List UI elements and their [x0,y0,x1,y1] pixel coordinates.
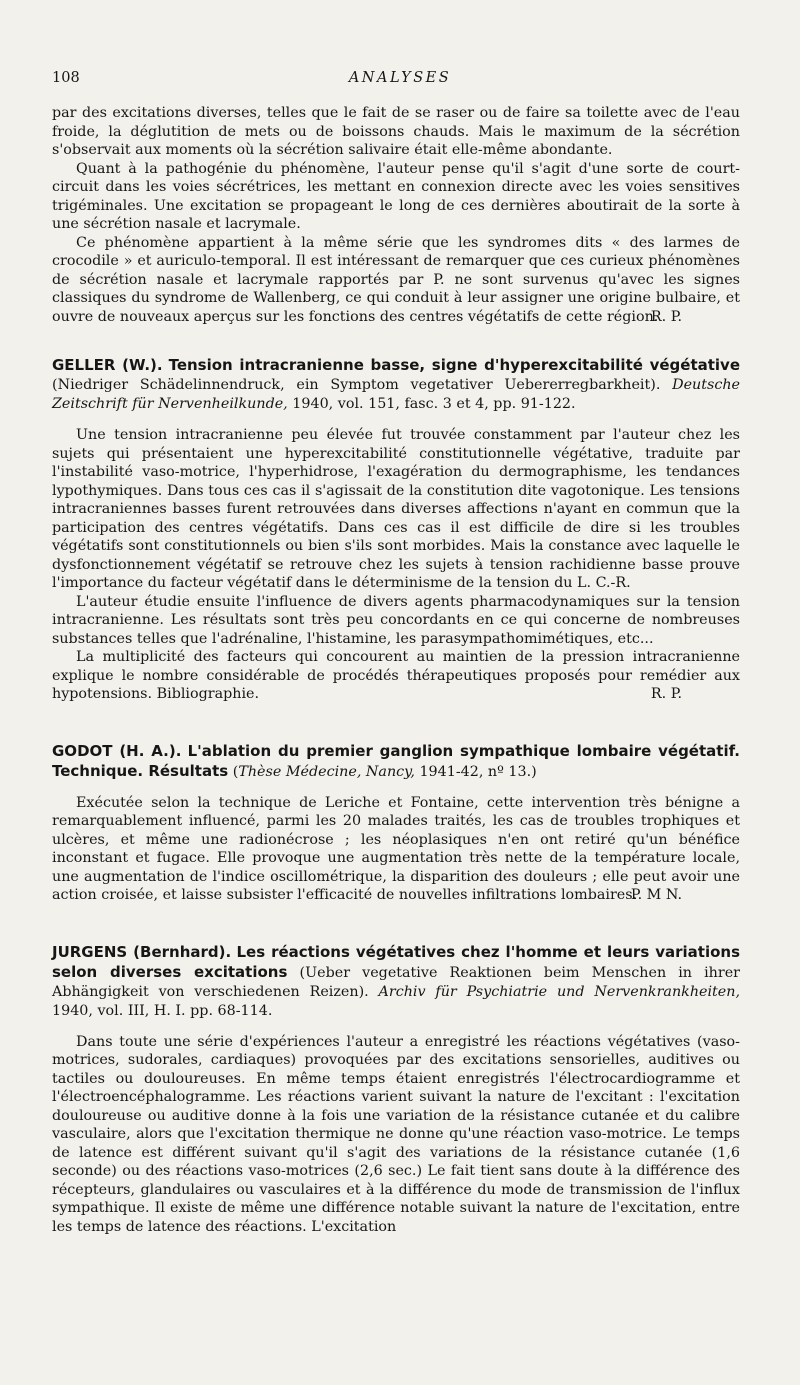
entry-title: Tension intracranienne basse, signe d'hyperexcitabilité végétative [168,356,741,374]
entry-paragraph: La multiplicité des facteurs qui concourent au maintien de la pression intracranienne explique le nombre considérable de procédés thérapeutiques proposés pour remédier aux hypotensions. Bibliographie. [52,649,740,702]
entry-subtitle: (Ueber vegetative Reaktionen beim Menschen in ihrer Abhängigkeit von verschiedenen Reizen). [52,964,741,1000]
entry-heading [52,742,740,782]
entry-author: GELLER (W.). [52,356,163,374]
entry-signature: R. P. [650,686,682,702]
entry-author: GODOT (H. A.). [52,741,182,760]
entry-heading [52,356,740,414]
page-number: 108 [52,70,80,86]
entry-journal: Thèse Médecine, Nancy, [238,763,415,780]
entry-author: JURGENS (Bernhard). [52,942,232,961]
entry-paragraph: Exécutée selon la technique de Leriche et Fontaine, cette intervention très bénigne a remarquablement influencé, parmi les 20 malades traités, les cas de troubles trophiques et ulcères, et même une radionécrose ; les néoplasiques n'en ont retiré qu'un bénéfice inconstant et fugace. Elle provoque une augmentation très nette de la température locale, une augmentation de l'indice oscillométrique, la disparition des douleurs ; elle peut avoir une action croisée, et laisse subsister l'efficacité de nouvelles infiltrations lombaires. [52,794,740,903]
entry-signature: P. M N. [630,887,682,903]
intro-paragraph-1: par des excitations diverses, telles que le fait de se raser ou de faire sa toilette avec de l'eau froide, la déglutition de mets ou de boissons chauds. Mais le maximum de la sécrétion s'observait aux moments où la sécrétion salivaire était elle-même abondante. [52,105,740,158]
text-column [52,104,740,1236]
entry-reference: 1940, vol. III, H. I. pp. 68-114. [52,1002,273,1019]
entry-paragraph: Dans toute une série d'expériences l'auteur a enregistré les réactions végétatives (vaso-motrices, sudorales, cardiaques) provoquées par des excitations sensorielles, auditives ou tactiles ou douloureuses. En même temps étaient enregistrés l'électrocardiogramme et l'électroencéphalogramme. Les réactions varient suivant la nature de l'excitant : l'excitation douloureuse ou auditive donne à la fois une variation de la résistance cutanée et du calibre vasculaire, alors que l'excitation thermique ne donne qu'une réaction vaso-motrice. Le temps de latence est différent suivant qu'il s'agit des variations de la résistance cutanée (1,6 seconde) ou des réactions vaso-motrices (2,6 sec.) Le fait tient sans doute à la différence des récepteurs, glandulaires ou vasculaires et à la différence du mode de transmission de l'influx sympathique. Il existe de même une différence notable suivant la nature de l'excitation, entre les temps de latence des réactions. L'excitation [52,1033,740,1235]
running-head [52,70,748,92]
review-entry-godot [52,742,740,905]
entry-journal: Deutsche Zeitschrift für Nervenheilkunde, [52,377,740,412]
journal-title: ANALYSES [348,70,452,86]
entry-paragraph: L'auteur étudie ensuite l'influence de divers agents pharmacodynamiques sur la tension intracranienne. Les résultats sont très peu concordants en ce qui concerne de nombreuses substances telles que l'adrénaline, l'histamine, les parasympathomimétiques, etc... [52,593,740,647]
entry-reference: 1940, vol. 151, fasc. 3 et 4, pp. 91-122. [292,396,576,412]
intro-paragraph-3: Ce phénomène appartient à la même série que les syndromes dits « des larmes de crocodile » et auriculo-temporal. Il est intéressant de remarquer que ces curieux phénomènes de sécrétion nasale et lacrymale rapportés par P. ne sont survenus qu'avec les signes classiques du syndrome de Wallenberg, ce qui conduit à leur assigner une origine bulbaire, et ouvre de nouveaux aperçus sur les fonctions des centres végétatifs de cette région. [52,234,740,325]
entry-ref-open: ( [232,763,239,780]
entry-paragraph: Une tension intracranienne peu élevée fut trouvée constamment par l'auteur chez les sujets qui présentaient une hyperexcitabilité constitutionnelle végétative, traduite par l'instabilité vaso-motrice, l'hyperhidrose, l'exagération du dermographisme, les tendances lypothymiques. Dans tous ces cas il s'agissait de la constitution dite vagotonique. Les tensions intracraniennes basses furent retrouvées dans diverses affections n'ayant en commun que la participation des centres végétatifs. Dans ces cas il est difficile de dire si les troubles végétatifs sont constitutionnels ou bien s'ils sont morbides. Mais la constance avec laquelle le dysfonctionnement végétatif se retrouve chez les sujets à tension rachidienne basse prouve l'importance du facteur végétatif dans le déterminisme de la tension du L. C.-R. [52,427,740,591]
entry-subtitle: (Niedriger Schädelinnendruck, ein Symptom vegetativer Uebererregbarkheit). [52,377,661,393]
entry-journal: Archiv für Psychiatrie und Nervenkrankheiten, [378,983,741,1000]
intro-signature: R. P. [650,308,682,325]
entry-title: L'ablation du premier ganglion sympathique lombaire végétatif. Technique. Résultats [52,741,740,780]
intro-paragraph-2: Quant à la pathogénie du phénomène, l'auteur pense qu'il s'agit d'une sorte de court-circuit dans les voies sécrétrices, les mettant en connexion directe avec les voies sensitives trigéminales. Une excitation se propageant le long de ces dernières aboutirait de la sorte à une sécrétion nasale et lacrymale. [52,160,740,232]
review-entry-jurgens [52,943,740,1237]
review-entry-geller [52,356,740,704]
entry-heading [52,943,740,1021]
entry-reference: 1941-42, nº 13.) [419,763,537,780]
entry-title: Les réactions végétatives chez l'homme et leurs variations selon diverses excitations [52,942,740,981]
